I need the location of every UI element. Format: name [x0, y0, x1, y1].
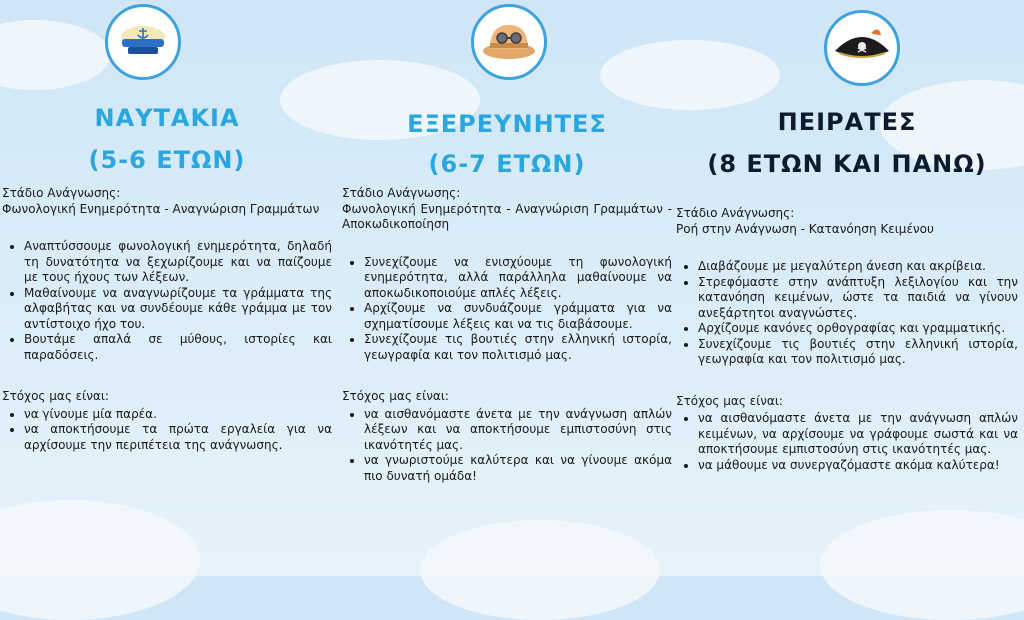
stage-description: Φωνολογική Ενημερότητα - Αναγνώριση Γραμμάτων - Αποκωδικοποίηση: [342, 201, 672, 231]
list-item: • Αναπτύσσουμε φωνολογική ενημερότητα, δηλαδή τη δυνατότητα να ξεχωρίζουμε και να παίζουμε με τους ήχους των λέξεων.: [24, 239, 332, 286]
goals-list: [676, 411, 1018, 473]
group-age-range: (6-7 ΕΤΩΝ): [428, 150, 586, 178]
stage-label: Στάδιο Ανάγνωσης:: [2, 186, 121, 200]
explorer-hat-icon: [471, 4, 547, 80]
list-item: • Διαβάζουμε με μεγαλύτερη άνεση και ακρίβεια.: [698, 259, 1018, 275]
list-item: • να γίνουμε μία παρέα.: [24, 407, 332, 423]
group-age-range: (8 ΕΤΩΝ ΚΑΙ ΠΑΝΩ): [707, 150, 987, 178]
list-item: • Συνεχίζουμε τις βουτιές στην ελληνική ιστορία, γεωγραφία και τον πολιτισμό μας.: [698, 337, 1018, 368]
activities-list: [342, 255, 672, 364]
list-item: • Αρχίζουμε κανόνες ορθογραφίας και γραμματικής.: [698, 321, 1018, 337]
stage-description: Ροή στην Ανάγνωση - Κατανόηση Κειμένου: [676, 221, 934, 236]
activities-list: [676, 259, 1018, 368]
group-card-nautakia: [2, 0, 332, 576]
list-item: • Συνεχίζουμε τις βουτιές στην ελληνική ιστορία, γεωγραφία και τον πολιτισμό μας.: [364, 332, 672, 363]
list-item: • να γνωριστούμε καλύτερα και να γίνουμε ακόμα πιο δυνατή ομάδα!: [364, 453, 672, 484]
group-card-peirates: [676, 0, 1018, 576]
goals-label: Στόχος μας είναι:: [676, 393, 783, 408]
group-description: [342, 186, 672, 484]
group-card-exerevnites: [342, 0, 672, 576]
pirate-hat-icon: [824, 10, 900, 86]
list-item: • να αισθανόμαστε άνετα με την ανάγνωση απλών κειμένων, να αρχίσουμε να γράφουμε σωστά και να αποκτήσουμε εμπιστοσύνη στις ικανότητές μας.: [698, 411, 1018, 458]
group-title: ΕΞΕΡΕΥΝΗΤΕΣ: [407, 110, 607, 138]
list-item: • να μάθουμε να συνεργαζόμαστε ακόμα καλύτερα!: [698, 458, 1018, 474]
group-title: ΝΑΥΤΑΚΙΑ: [94, 104, 240, 132]
stage-label: Στάδιο Ανάγνωσης:: [676, 206, 795, 220]
list-item: • Βουτάμε απαλά σε μύθους, ιστορίες και παραδόσεις.: [24, 332, 332, 363]
list-item: • Αρχίζουμε να συνδυάζουμε γράμματα για να σχηματίσουμε λέξεις και να τις διαβάσουμε.: [364, 301, 672, 332]
group-description: [676, 206, 1018, 473]
stage-description: Φωνολογική Ενημερότητα - Αναγνώριση Γραμμάτων: [2, 201, 320, 216]
list-item: • να αποκτήσουμε τα πρώτα εργαλεία για να αρχίσουμε την περιπέτεια της ανάγνωσης.: [24, 422, 332, 453]
group-description: [2, 186, 332, 453]
goals-label: Στόχος μας είναι:: [342, 389, 449, 403]
group-title: ΠΕΙΡΑΤΕΣ: [777, 108, 917, 136]
goals-list: [2, 407, 332, 454]
stage-label: Στάδιο Ανάγνωσης:: [342, 186, 461, 200]
goals-label: Στόχος μας είναι:: [2, 389, 109, 403]
list-item: • Μαθαίνουμε να αναγνωρίζουμε τα γράμματα της αλφαβήτας και να συνδέουμε κάθε γράμμα με τον αντίστοιχο ήχο του.: [24, 286, 332, 333]
group-age-range: (5-6 ΕΤΩΝ): [88, 146, 246, 174]
list-item: • Στρεφόμαστε στην ανάπτυξη λεξιλογίου και την κατανόηση κειμένων, ώστε τα παιδιά να γίνουν ανεξάρτητοι αναγνώστες.: [698, 275, 1018, 322]
list-item: • Συνεχίζουμε να ενισχύουμε τη φωνολογική ενημερότητα, αλλά παράλληλα μαθαίνουμε να αποκωδικοποιούμε απλές λέξεις.: [364, 255, 672, 302]
sailor-hat-icon: [105, 4, 181, 80]
goals-list: [342, 407, 672, 485]
list-item: • να αισθανόμαστε άνετα με την ανάγνωση απλών λέξεων και να αποκτήσουμε εμπιστοσύνη στις ικανότητές μας.: [364, 407, 672, 454]
activities-list: [2, 239, 332, 363]
